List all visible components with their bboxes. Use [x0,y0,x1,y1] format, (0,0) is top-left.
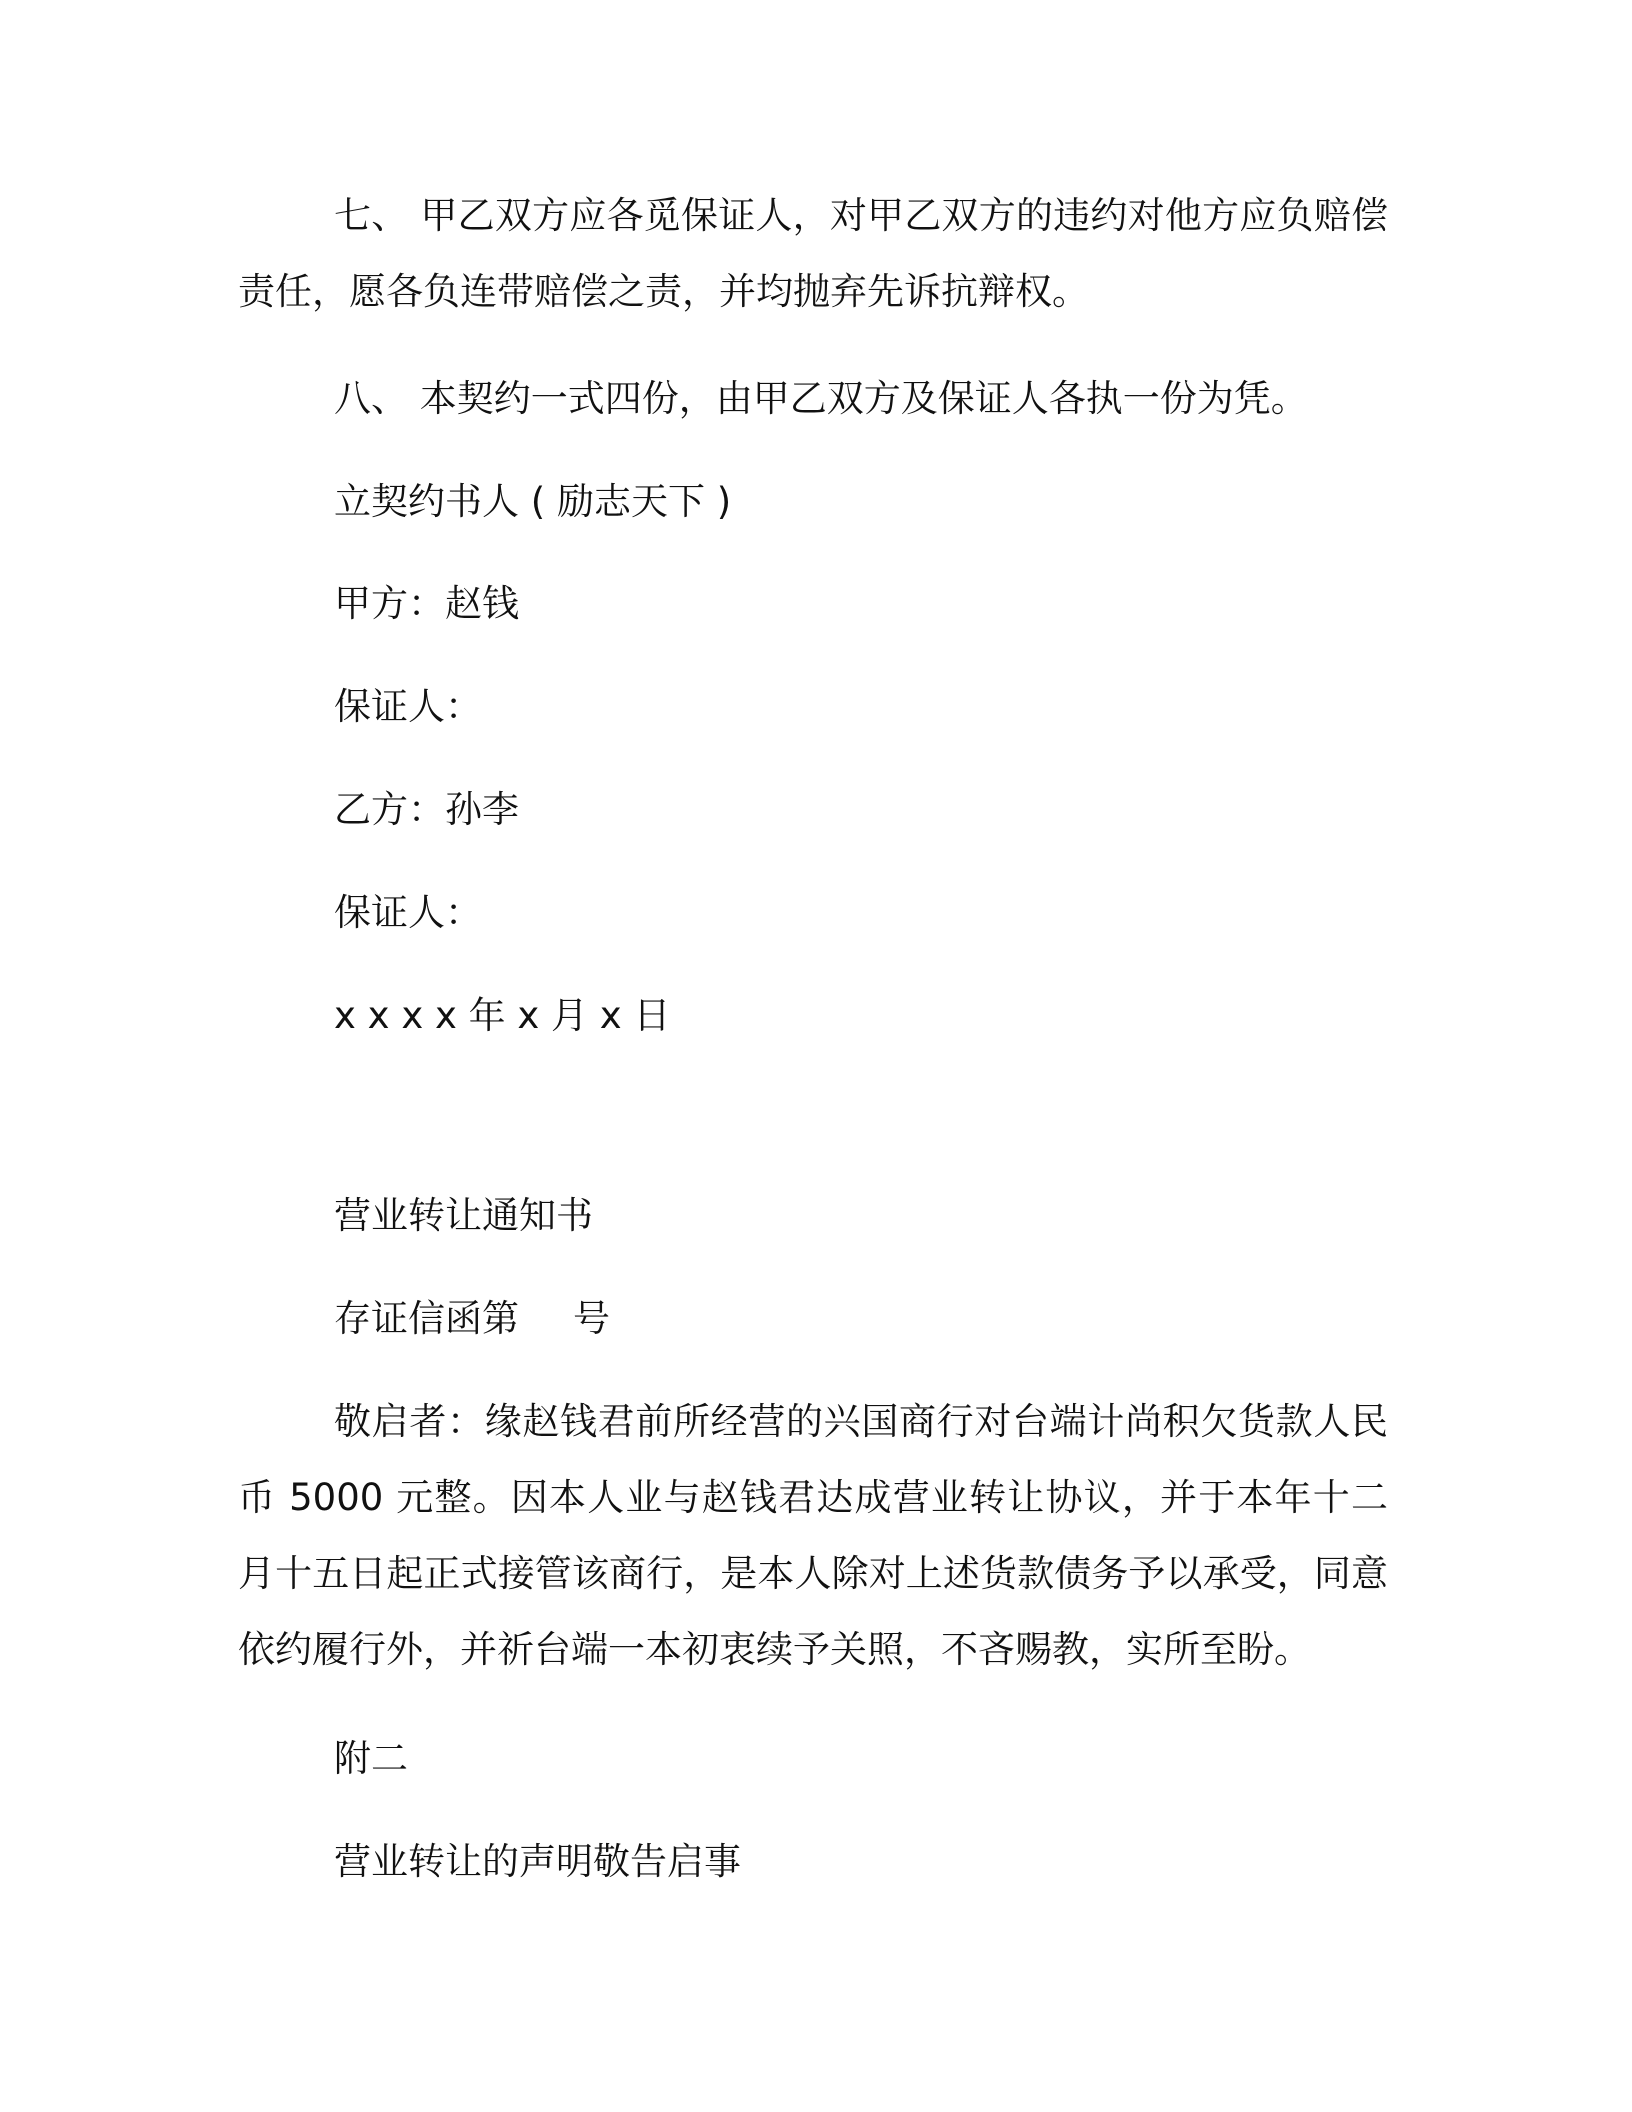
notice-body: 敬启者：缘赵钱君前所经营的兴国商行对台端计尚积欠货款人民币 5000 元整。因本人业与赵钱君达成营业转让协议，并于本年十二月十五日起正式接管该商行，是本人除对上述货款债务予以承受，同意依约履行外，并祈台端一本初衷续予关照，不吝赐教，实所至盼。 [238,1400,1388,1671]
signatory-heading: 立契约书人 ( 励志天下 ) [334,480,732,523]
letter-number-suffix: 号 [573,1297,610,1340]
guarantor-a-line: 保证人： [334,685,482,728]
notice-title: 营业转让通知书 [334,1194,593,1237]
letter-number-line [334,1281,1484,1357]
date-line: x x x x 年 x 月 x 日 [334,994,671,1037]
appendix-title: 营业转让的声明敬告启事 [334,1840,741,1883]
party-a-line: 甲方：赵钱 [334,582,519,625]
clause-seven: 七、 甲乙双方应各觅保证人，对甲乙双方的违约对他方应负赔偿责任，愿各负连带赔偿之责，并均抛弃先诉抗辩权。 [238,194,1388,313]
clause-eight: 八、 本契约一式四份，由甲乙双方及保证人各执一份为凭。 [334,377,1308,420]
appendix-label: 附二 [334,1737,408,1780]
letter-number-prefix: 存证信函第 [334,1297,519,1340]
party-b-line: 乙方：孙李 [334,788,519,831]
guarantor-b-line: 保证人： [334,891,482,934]
